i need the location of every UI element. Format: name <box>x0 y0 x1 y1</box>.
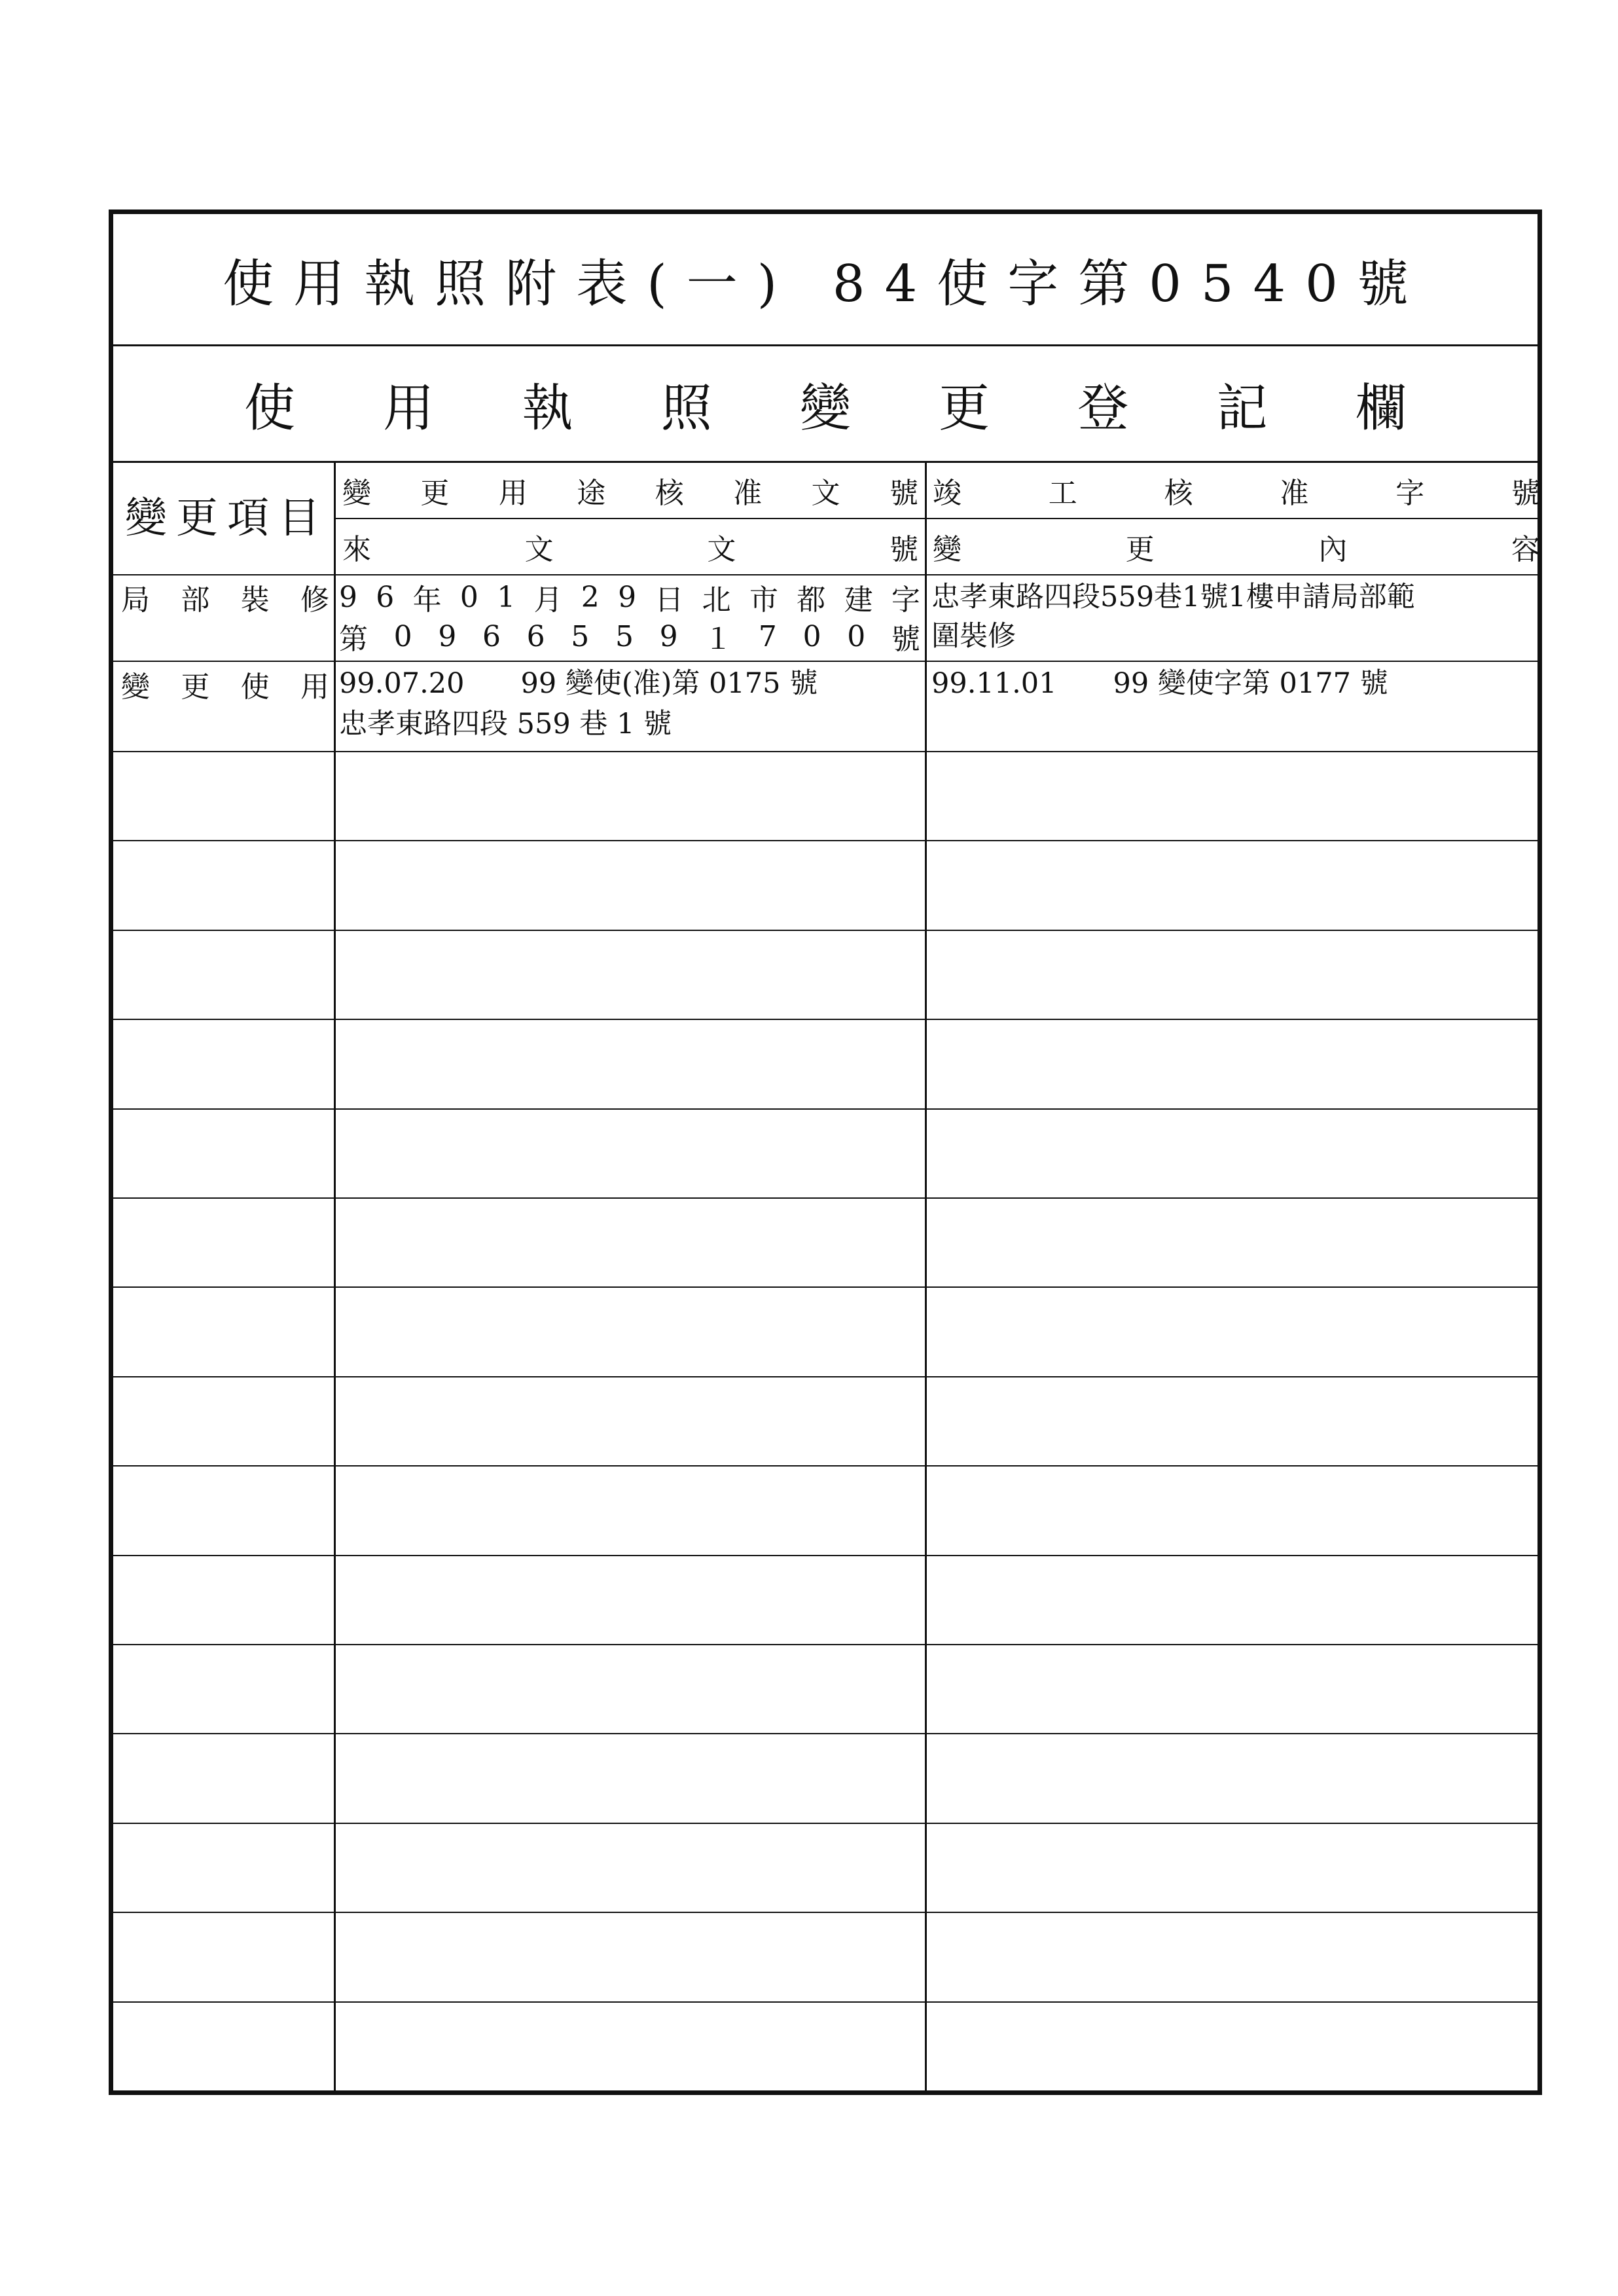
empty-row-divider <box>113 840 1537 841</box>
row2-bottom-divider <box>113 751 1537 752</box>
form-title: 使用執照附表(一) 84使字第0540號 <box>223 254 1428 314</box>
empty-row-divider <box>113 2001 1537 2003</box>
row2-doc-line2: 忠孝東路四段 559 巷 1 號 <box>339 708 672 740</box>
empty-row-divider <box>113 1286 1537 1288</box>
header-change-content: 變 更 內 容 <box>933 533 1540 566</box>
form-subtitle: 使 用 執 照 變 更 登 記 欄 <box>244 378 1407 438</box>
change-register-table <box>113 463 1540 2090</box>
row1-content-line1: 忠孝東路四段559巷1號1樓申請局部範 <box>931 581 1415 613</box>
empty-row-divider <box>113 1108 1537 1110</box>
header-bottom-divider <box>113 574 1537 575</box>
form-subtitle-row <box>113 346 1537 463</box>
col-divider-1 <box>334 463 336 2090</box>
row1-content-line2: 圍裝修 <box>931 620 1016 653</box>
empty-row-divider <box>113 1376 1537 1377</box>
row2-content-line1: 99.11.01 99 變使字第 0177 號 <box>931 667 1388 700</box>
header-approval-doc-no: 變 更 用 途 核 准 文 號 <box>342 477 918 510</box>
row1-bottom-divider <box>113 661 1537 662</box>
empty-row-divider <box>113 1197 1537 1199</box>
row2-doc-line1: 99.07.20 99 變使(准)第 0175 號 <box>339 667 818 700</box>
empty-row-divider <box>113 1823 1537 1824</box>
form-title-row <box>113 214 1537 346</box>
empty-row-divider <box>113 1555 1537 1556</box>
header-incoming-doc-no: 來 文 文 號 <box>342 533 918 566</box>
empty-row-divider <box>113 930 1537 931</box>
header-item: 變更項目 <box>125 494 329 543</box>
row1-item: 局 部 裝 修 <box>121 583 329 617</box>
header-completion-no: 竣 工 核 准 字 號 <box>933 477 1540 510</box>
empty-row-divider <box>113 1019 1537 1020</box>
row2-item: 變 更 使 用 <box>121 670 329 704</box>
empty-row-divider <box>113 1912 1537 1913</box>
empty-row-divider <box>113 1465 1537 1467</box>
empty-row-divider <box>113 1733 1537 1734</box>
empty-row-divider <box>113 1644 1537 1645</box>
col-divider-2 <box>925 463 927 2090</box>
row1-doc-line2: 第 0 9 6 6 5 5 9 １ 7 0 0 號 <box>339 619 920 656</box>
row1-doc-line1: 9 6 年 0 1 月 2 9 日 北 市 都 建 字 <box>339 580 920 617</box>
license-form-frame <box>109 210 1542 2095</box>
